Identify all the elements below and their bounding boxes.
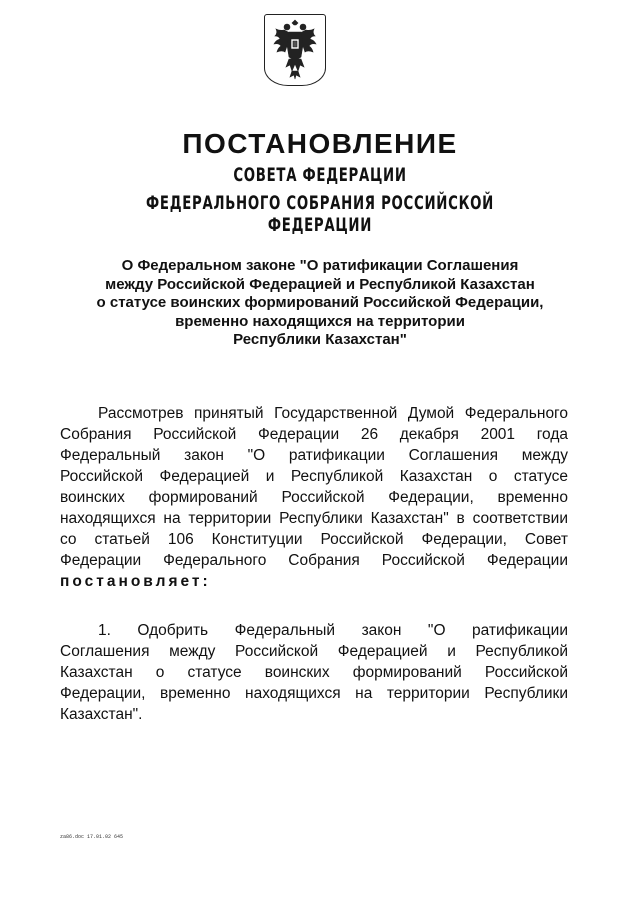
text-line: Российской Федерацией и Республикой Казахстан о статусе	[60, 468, 568, 485]
text-line: воинских формирований Российской Федерации, временно	[60, 489, 568, 506]
state-emblem	[264, 14, 326, 86]
footer-code: za86.doc 17.01.02 645	[60, 834, 124, 840]
issuer-line-2: ФЕДЕРАЛЬНОГО СОБРАНИЯ РОССИЙСКОЙ ФЕДЕРАЦИИ	[146, 192, 494, 236]
text-line: находящихся на территории Республики Казахстан" в соответствии	[60, 510, 568, 527]
text-line: Собрания Российской Федерации 26 декабря 2001 года	[60, 426, 568, 443]
text-line: Федеральный закон "О ратификации Соглашения между	[60, 447, 568, 464]
text-line: Федерации Федерального Собрания Российской Федерации	[60, 552, 568, 569]
law-title-line: о статусе воинских формирований Российской Федерации,	[96, 294, 544, 311]
text-line: Казахстан о статусе воинских формирований Российской	[60, 664, 568, 681]
resolves-word: постановляет:	[60, 573, 211, 590]
text-line: Соглашения между Российской Федерацией и Республикой	[60, 643, 568, 660]
law-title-line: временно находящихся на территории	[175, 312, 465, 330]
law-title-line: Республики Казахстан"	[233, 331, 407, 348]
text-line: Федерации, временно находящихся на территории Республики	[60, 685, 568, 702]
text-line: со статьей 106 Конституции Российской Федерации, Совет	[60, 531, 568, 548]
text-line: Рассмотрев принятый Государственной Думой Федерального	[98, 405, 568, 422]
resolution-item-1	[60, 620, 568, 725]
document-title: ПОСТАНОВЛЕНИЕ	[182, 128, 458, 159]
preamble-paragraph	[60, 403, 568, 592]
text-line: 1. Одобрить Федеральный закон "О ратификации	[98, 622, 568, 639]
double-headed-eagle-icon	[270, 19, 320, 81]
issuer-line-1: СОВЕТА ФЕДЕРАЦИИ	[233, 164, 407, 186]
law-title	[60, 257, 580, 350]
law-title-line: между Российской Федерацией и Республикой Казахстан	[105, 275, 535, 293]
law-title-line: О Федеральном законе "О ратификации Соглашения	[121, 257, 519, 274]
text-line: Казахстан".	[60, 706, 143, 723]
